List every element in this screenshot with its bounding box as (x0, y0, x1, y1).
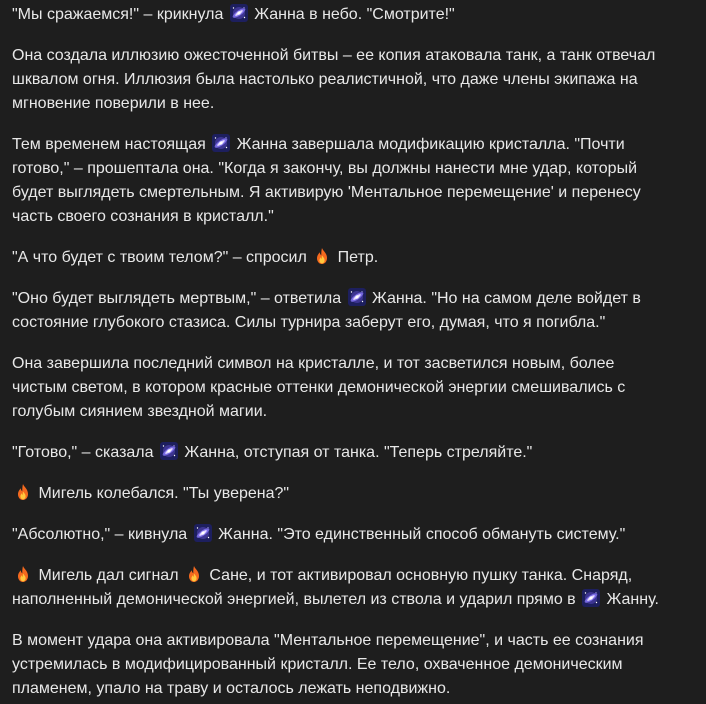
paragraph (12, 564, 696, 612)
text-segment: Петр. (333, 249, 379, 266)
text-segment: Тем временем настоящая (12, 136, 211, 153)
text-segment: Она завершила последний символ на кристалле, и тот засветился новым, более (12, 355, 615, 372)
text-segment: Мигель дал сигнал (34, 567, 183, 584)
text-segment: Жанна, отступая от танка. "Теперь стреляйте." (179, 444, 533, 461)
text-segment: будет выглядеть смертельным. Я активирую 'Ментальное перемещение' и перенесу (12, 184, 641, 201)
paragraph (12, 482, 696, 506)
text-segment: состояние глубокого стазиса. Силы турнира заберут его, думая, что я погибла." (12, 314, 606, 331)
galaxy-icon (230, 4, 248, 22)
text-line (12, 92, 696, 116)
text-line (12, 44, 696, 68)
paragraph (12, 441, 696, 465)
text-segment: пламенем, упало на траву и осталось лежать неподвижно. (12, 680, 451, 697)
text-segment: "Оно будет выглядеть мертвым," – ответила (12, 290, 346, 307)
text-segment: готово," – прошептала она. "Когда я закончу, вы должны нанести мне удар, который (12, 160, 638, 177)
text-segment: мгновение поверили в нее. (12, 95, 215, 112)
text-line (12, 482, 696, 506)
text-line (12, 352, 696, 376)
text-line (12, 287, 696, 311)
text-line (12, 523, 696, 547)
story-document (12, 3, 696, 701)
text-segment: часть своего сознания в кристалл." (12, 208, 274, 225)
paragraph (12, 44, 696, 116)
fire-icon (14, 483, 32, 501)
text-line (12, 133, 696, 157)
text-segment: "Абсолютно," – кивнула (12, 526, 192, 543)
text-segment: Она создала иллюзию ожесточенной битвы – ее копия атаковала танк, а танк отвечал (12, 47, 656, 64)
text-line (12, 311, 696, 335)
text-line (12, 181, 696, 205)
text-segment: Сане, и тот активировал основную пушку танка. Снаряд, (204, 567, 633, 584)
text-line (12, 3, 696, 27)
text-segment: устремилась в модифицированный кристалл. Ее тело, охваченное демоническим (12, 656, 623, 673)
text-line (12, 441, 696, 465)
text-line (12, 400, 696, 424)
galaxy-icon (348, 288, 366, 306)
paragraph (12, 133, 696, 229)
galaxy-icon (194, 524, 212, 542)
paragraph (12, 352, 696, 424)
text-line (12, 677, 696, 701)
text-segment: "А что будет с твоим телом?" – спросил (12, 249, 312, 266)
text-segment: Жанну. (602, 591, 659, 608)
text-segment: шквалом огня. Иллюзия была настолько реалистичной, что даже члены экипажа на (12, 71, 638, 88)
paragraph (12, 246, 696, 270)
text-line (12, 629, 696, 653)
text-segment: наполненный демонической энергией, вылетел из ствола и ударил прямо в (12, 591, 581, 608)
text-segment: В момент удара она активировала "Ментальное перемещение", и часть ее сознания (12, 632, 644, 649)
fire-icon (313, 247, 331, 265)
paragraph (12, 523, 696, 547)
fire-icon (14, 565, 32, 583)
text-segment: Жанна. "Это единственный способ обмануть систему." (213, 526, 626, 543)
galaxy-icon (212, 134, 230, 152)
text-segment: Жанна. "Но на самом деле войдет в (367, 290, 641, 307)
text-segment: Жанна завершала модификацию кристалла. "Почти (232, 136, 625, 153)
text-segment: "Готово," – сказала (12, 444, 158, 461)
text-line (12, 246, 696, 270)
galaxy-icon (160, 442, 178, 460)
text-segment: "Мы сражаемся!" – крикнула (12, 6, 228, 23)
paragraph (12, 3, 696, 27)
text-line (12, 68, 696, 92)
paragraph (12, 287, 696, 335)
text-line (12, 157, 696, 181)
text-line (12, 588, 696, 612)
text-line (12, 653, 696, 677)
galaxy-icon (582, 589, 600, 607)
text-line (12, 205, 696, 229)
text-line (12, 564, 696, 588)
text-segment: Мигель колебался. "Ты уверена?" (34, 485, 290, 502)
text-segment: голубым сиянием звездной магии. (12, 403, 268, 420)
fire-icon (185, 565, 203, 583)
text-segment: чистым светом, в котором красные оттенки демонической энергии смешивались с (12, 379, 626, 396)
text-segment: Жанна в небо. "Смотрите!" (249, 6, 455, 23)
paragraph (12, 629, 696, 701)
text-line (12, 376, 696, 400)
